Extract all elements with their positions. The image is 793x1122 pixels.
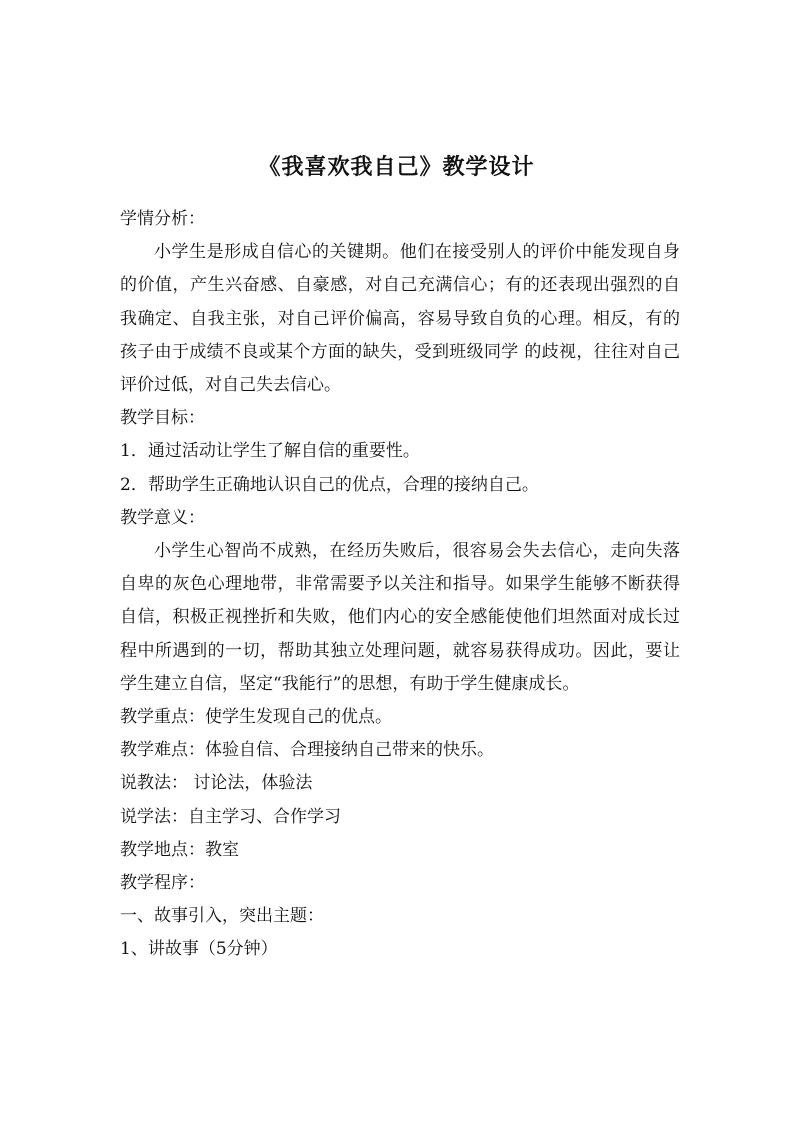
teaching-location: 教学地点：教室 xyxy=(120,839,239,860)
difficult-point: 教学难点：体验自信、合理接纳自己带来的快乐。 xyxy=(120,740,494,761)
meaning-heading: 教学意义： xyxy=(120,507,205,528)
section-heading-1: 一、故事引入，突出主题： xyxy=(120,906,324,927)
step-item-1: 1、讲故事（5分钟） xyxy=(120,939,278,960)
goals-heading: 教学目标： xyxy=(120,408,205,429)
teaching-method: 说教法： 讨论法，体验法 xyxy=(120,773,313,794)
learning-method: 说学法：自主学习、合作学习 xyxy=(120,806,341,827)
goal-item-2: 2．帮助学生正确地认识自己的优点，合理的接纳自己。 xyxy=(120,474,539,495)
key-point: 教学重点：使学生发现自己的优点。 xyxy=(120,706,392,727)
meaning-paragraph: 小学生心智尚不成熟，在经历失败后，很容易会失去信心，走向失落自卑的灰色心理地带，非常需要予以关注和指导。如果学生能够不断获得自信，积极正视挫折和失败，他们内心的安全感能使他们坦然面对成长过程中所遇到的一切，帮助其独立处理问题，就容易获得成功。因此，要让学生建立自信，坚定“我能行”的思想，有助于学生健康成长。 xyxy=(120,540,680,694)
goal-item-1: 1．通过活动让学生了解自信的重要性。 xyxy=(120,441,420,462)
document-body xyxy=(120,203,680,966)
document-title: 《我喜欢我自己》教学设计 xyxy=(258,154,535,180)
procedure-heading: 教学程序： xyxy=(120,872,205,893)
situation-paragraph: 小学生是形成自信心的关键期。他们在接受别人的评价中能发现自身的价值，产生兴奋感、自豪感，对自己充满信心；有的还表现出强烈的自我确定、自我主张，对自己评价偏高，容易导致自负的心理。相反，有的孩子由于成绩不良或某个方面的缺失，受到班级同学 的歧视，往往对自己评价过低，对自己失去信心。 xyxy=(120,242,680,395)
situation-heading: 学情分析： xyxy=(120,209,205,229)
